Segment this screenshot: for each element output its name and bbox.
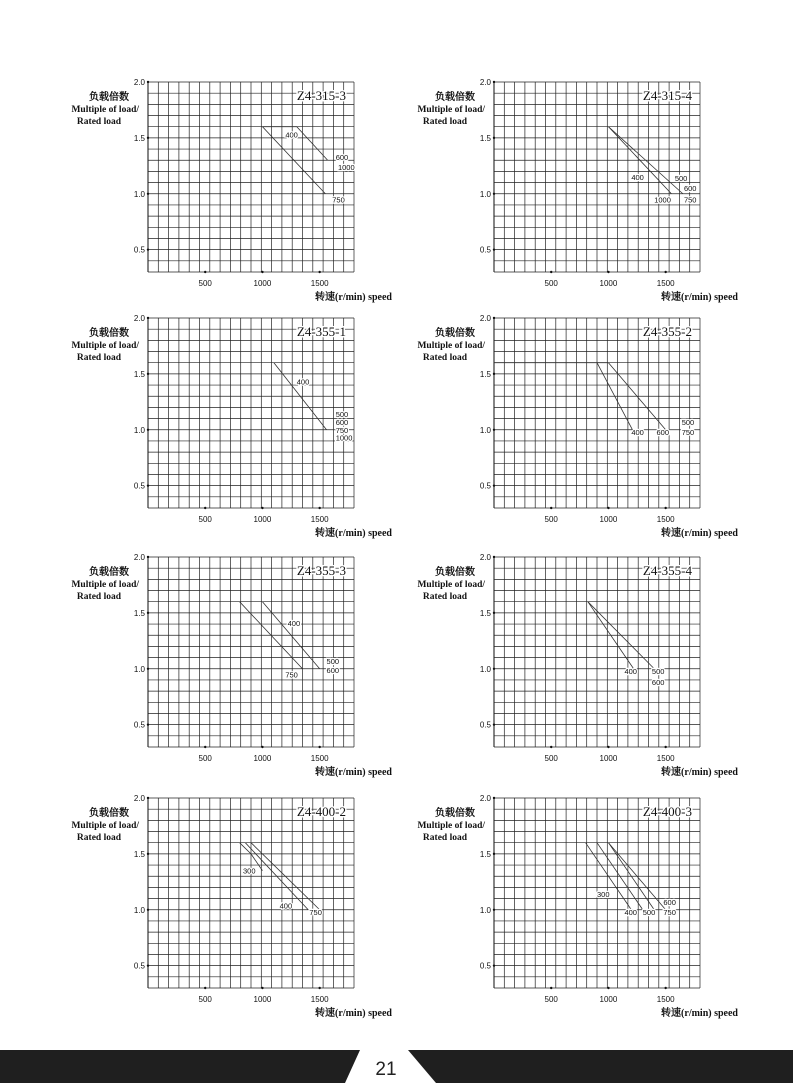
y-tick-label: 2.0	[479, 794, 491, 803]
x-axis-label: 转速(r/min) speed	[315, 1008, 392, 1019]
y-tick-label: 1.5	[133, 849, 145, 859]
chart-panel	[71, 314, 392, 539]
series-label: 750	[332, 195, 345, 205]
series-label: 750	[309, 908, 322, 917]
y-tick-mark	[493, 612, 495, 614]
y-tick-label: 2.0	[479, 78, 491, 87]
y-axis-label-cn: 负载倍数	[435, 328, 475, 339]
chart-title: Z4-400-3	[642, 804, 692, 819]
y-tick-mark	[493, 137, 495, 139]
x-tick-mark	[261, 746, 263, 748]
series-label: 1000	[337, 162, 355, 172]
chart-title: Z4-355-1	[296, 324, 346, 339]
y-tick-label: 2.0	[133, 794, 145, 803]
y-axis-label-en-line1: Multiple of load/	[71, 821, 139, 831]
y-tick-label: 2.0	[133, 553, 145, 562]
y-tick-mark	[493, 193, 495, 195]
x-tick-label: 1500	[656, 279, 675, 288]
y-tick-mark	[493, 668, 495, 670]
y-tick-mark	[147, 81, 149, 83]
y-tick-mark	[147, 137, 149, 139]
y-tick-mark	[147, 373, 149, 375]
y-tick-mark	[147, 853, 149, 855]
y-axis-label-en-line2: Rated load	[76, 833, 121, 843]
series-label: 500	[326, 656, 340, 666]
series-label: 400	[279, 901, 293, 911]
y-axis-label-cn: 负载倍数	[435, 808, 475, 819]
page-number: 21	[375, 1059, 397, 1080]
y-axis-label-en-line2: Rated load	[422, 117, 467, 127]
series-label: 750	[285, 670, 298, 680]
chart-panel	[417, 314, 738, 539]
y-tick-mark	[493, 317, 495, 319]
footer-bar-right	[408, 1050, 793, 1083]
x-tick-mark	[318, 987, 320, 989]
chart-panel	[417, 78, 738, 303]
x-axis-label: 转速(r/min) speed	[315, 292, 392, 303]
y-axis-label-cn: 负载倍数	[89, 567, 129, 578]
x-tick-mark	[204, 507, 206, 509]
page-footer	[0, 1050, 793, 1083]
y-tick-mark	[147, 556, 149, 558]
series-label: 500	[642, 908, 656, 917]
y-axis-label-cn: 负载倍数	[89, 92, 129, 103]
y-tick-label: 0.5	[479, 961, 491, 971]
series-label: 600	[335, 417, 349, 427]
y-axis-label-cn: 负载倍数	[89, 808, 129, 819]
y-axis-label-en-line1: Multiple of load/	[417, 105, 485, 115]
y-axis-label-cn: 负载倍数	[435, 92, 475, 103]
y-tick-label: 1.5	[133, 133, 145, 143]
x-tick-label: 1000	[599, 279, 618, 288]
y-tick-mark	[147, 964, 149, 966]
x-tick-mark	[318, 746, 320, 748]
chart-panel	[417, 794, 738, 1019]
y-axis-label-en-line1: Multiple of load/	[417, 821, 485, 831]
series-label: 400	[624, 908, 637, 917]
x-tick-label: 1000	[253, 515, 272, 524]
y-axis-label-en-line1: Multiple of load/	[417, 341, 485, 351]
chart-title: Z4-355-4	[642, 563, 692, 578]
y-tick-label: 0.5	[479, 720, 491, 730]
x-tick-label: 1000	[599, 515, 618, 524]
y-tick-label: 0.5	[479, 481, 491, 491]
series-label: 750	[683, 195, 697, 205]
series-label: 600	[656, 428, 670, 437]
x-axis-label: 转速(r/min) speed	[315, 528, 392, 539]
chart-title: Z4-315-3	[296, 88, 346, 103]
series-label: 1000	[654, 195, 671, 205]
series-label: 1000	[335, 433, 353, 443]
y-axis-label-en-line2: Rated load	[76, 353, 121, 363]
y-tick-mark	[147, 429, 149, 431]
y-axis-label-en-line2: Rated load	[76, 592, 121, 602]
y-tick-mark	[147, 797, 149, 799]
x-tick-mark	[550, 507, 552, 509]
y-tick-label: 1.5	[133, 608, 145, 618]
y-tick-label: 0.5	[133, 961, 145, 971]
y-tick-label: 1.0	[479, 905, 491, 915]
x-axis-label: 转速(r/min) speed	[315, 767, 392, 778]
series-label: 300	[597, 890, 610, 900]
series-label: 600	[663, 897, 676, 907]
y-tick-label: 1.5	[479, 133, 491, 143]
series-label: 400	[624, 667, 637, 676]
x-axis-label: 转速(r/min) speed	[661, 1008, 738, 1019]
y-tick-label: 1.5	[479, 608, 491, 618]
x-tick-label: 1500	[656, 995, 675, 1004]
y-tick-label: 1.0	[479, 664, 491, 674]
series-label: 600	[326, 665, 340, 675]
series-label: 500	[335, 410, 349, 420]
x-tick-mark	[664, 507, 666, 509]
y-tick-mark	[147, 248, 149, 250]
y-tick-label: 0.5	[133, 720, 145, 730]
x-tick-label: 1000	[253, 754, 272, 763]
y-tick-label: 0.5	[479, 245, 491, 255]
x-tick-label: 500	[544, 754, 558, 763]
chart-title: Z4-315-4	[642, 88, 692, 103]
x-axis-label: 转速(r/min) speed	[661, 528, 738, 539]
chart-panel	[71, 553, 392, 778]
y-tick-mark	[147, 909, 149, 911]
y-tick-label: 1.0	[479, 189, 491, 199]
x-tick-mark	[550, 746, 552, 748]
x-tick-label: 1500	[310, 515, 329, 524]
chart-title: Z4-355-3	[296, 563, 346, 578]
y-tick-mark	[493, 429, 495, 431]
y-axis-label-en-line2: Rated load	[422, 833, 467, 843]
x-tick-mark	[550, 271, 552, 273]
y-axis-label-cn: 负载倍数	[89, 328, 129, 339]
x-tick-label: 1000	[253, 279, 272, 288]
x-tick-label: 1500	[656, 515, 675, 524]
x-tick-mark	[607, 507, 609, 509]
x-tick-mark	[318, 271, 320, 273]
y-tick-label: 1.0	[133, 425, 145, 435]
x-axis-label: 转速(r/min) speed	[661, 292, 738, 303]
x-tick-mark	[607, 271, 609, 273]
y-tick-mark	[493, 964, 495, 966]
y-tick-label: 1.5	[479, 849, 491, 859]
x-tick-mark	[261, 507, 263, 509]
series-label: 600	[335, 152, 349, 162]
y-tick-label: 2.0	[479, 314, 491, 323]
series-label: 500	[674, 174, 688, 184]
y-axis-label-en-line2: Rated load	[422, 353, 467, 363]
x-tick-label: 500	[544, 515, 558, 524]
series-label: 400	[287, 618, 301, 628]
chart-title: Z4-355-2	[642, 324, 692, 339]
series-label: 400	[285, 130, 298, 140]
y-tick-label: 1.0	[133, 189, 145, 199]
y-tick-mark	[147, 612, 149, 614]
y-tick-mark	[147, 723, 149, 725]
y-tick-mark	[493, 373, 495, 375]
y-tick-label: 1.5	[479, 369, 491, 379]
y-tick-label: 2.0	[479, 553, 491, 562]
series-label: 750	[681, 428, 695, 437]
y-tick-label: 1.0	[133, 664, 145, 674]
x-tick-mark	[607, 987, 609, 989]
series-label: 400	[631, 173, 644, 182]
x-tick-label: 1000	[599, 754, 618, 763]
y-tick-mark	[493, 723, 495, 725]
y-axis-label-en-line1: Multiple of load/	[417, 580, 485, 590]
x-tick-mark	[261, 987, 263, 989]
x-tick-label: 1000	[599, 995, 618, 1004]
x-tick-label: 1000	[253, 995, 272, 1004]
series-label: 600	[651, 678, 665, 688]
y-tick-label: 2.0	[133, 78, 145, 87]
y-axis-label-en-line1: Multiple of load/	[71, 341, 139, 351]
x-tick-mark	[318, 507, 320, 509]
x-tick-mark	[204, 746, 206, 748]
series-label: 400	[296, 377, 310, 387]
y-tick-label: 0.5	[133, 481, 145, 491]
y-tick-label: 0.5	[133, 245, 145, 255]
footer-bar-left	[0, 1050, 360, 1083]
y-axis-label-cn: 负载倍数	[435, 567, 475, 578]
x-tick-mark	[664, 746, 666, 748]
x-tick-mark	[664, 987, 666, 989]
chart-panel	[71, 794, 392, 1019]
x-tick-label: 500	[544, 995, 558, 1004]
y-tick-mark	[147, 317, 149, 319]
y-axis-label-en-line1: Multiple of load/	[71, 105, 139, 115]
y-tick-mark	[493, 797, 495, 799]
y-tick-mark	[147, 484, 149, 486]
y-tick-mark	[147, 193, 149, 195]
y-tick-mark	[493, 81, 495, 83]
x-tick-label: 1500	[656, 754, 675, 763]
x-tick-mark	[261, 271, 263, 273]
chart-title: Z4-400-2	[296, 804, 346, 819]
x-tick-mark	[550, 987, 552, 989]
x-tick-label: 500	[198, 515, 212, 524]
y-tick-mark	[493, 556, 495, 558]
series-label: 750	[663, 908, 676, 917]
x-tick-mark	[204, 987, 206, 989]
x-tick-label: 1500	[310, 995, 329, 1004]
y-tick-label: 1.0	[133, 905, 145, 915]
series-label: 500	[651, 667, 665, 676]
chart-panel	[71, 78, 392, 303]
series-label: 500	[681, 417, 695, 427]
y-tick-label: 2.0	[133, 314, 145, 323]
series-label: 300	[242, 866, 256, 876]
y-tick-mark	[493, 484, 495, 486]
y-tick-label: 1.5	[133, 369, 145, 379]
x-tick-label: 500	[198, 754, 212, 763]
y-axis-label-en-line1: Multiple of load/	[71, 580, 139, 590]
y-axis-label-en-line2: Rated load	[422, 592, 467, 602]
series-label: 600	[683, 184, 697, 194]
x-tick-mark	[664, 271, 666, 273]
x-axis-label: 转速(r/min) speed	[661, 767, 738, 778]
y-tick-label: 1.0	[479, 425, 491, 435]
y-tick-mark	[493, 248, 495, 250]
y-axis-label-en-line2: Rated load	[76, 117, 121, 127]
x-tick-label: 500	[198, 995, 212, 1004]
series-label: 750	[335, 425, 349, 435]
series-label: 400	[631, 428, 644, 437]
x-tick-mark	[204, 271, 206, 273]
x-tick-label: 1500	[310, 754, 329, 763]
y-tick-mark	[493, 853, 495, 855]
y-tick-mark	[147, 668, 149, 670]
x-tick-label: 500	[198, 279, 212, 288]
x-tick-mark	[607, 746, 609, 748]
x-tick-label: 500	[544, 279, 558, 288]
y-tick-mark	[493, 909, 495, 911]
x-tick-label: 1500	[310, 279, 329, 288]
chart-panel	[417, 553, 738, 778]
